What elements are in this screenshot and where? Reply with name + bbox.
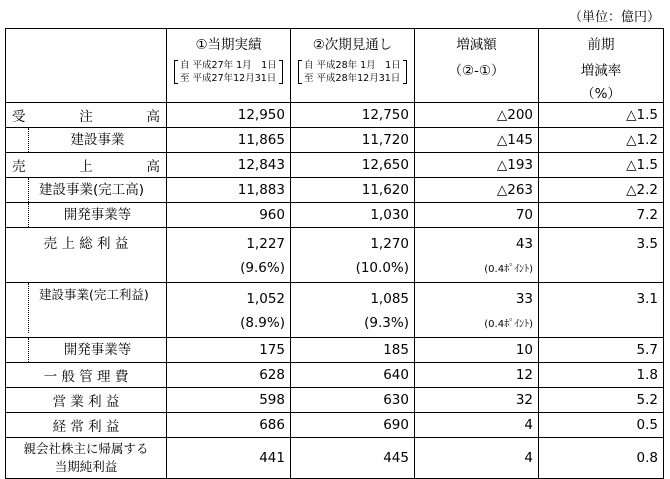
row-gp-development: [6, 338, 664, 363]
cell-value: 960: [167, 203, 291, 228]
cell-value: 0.5: [539, 413, 664, 438]
period-current: 自 平成27年 1月 1日 至 平成27年12月31日: [172, 59, 285, 85]
cell-value: 43 (0.4ﾎﾟｲﾝﾄ): [415, 228, 539, 283]
header-change-amount: 増減額 （②-①）: [415, 29, 539, 103]
header-change-rate: 前期 増減率 （%）: [539, 29, 664, 103]
cell-value: 12,950: [167, 103, 291, 128]
cell-value: 686: [167, 413, 291, 438]
cell-value: 1.8: [539, 363, 664, 388]
cell-value: 0.8: [539, 438, 664, 479]
cell-value: 690: [291, 413, 415, 438]
cell-value: 7.2: [539, 203, 664, 228]
cell-value: 4: [415, 438, 539, 479]
cell-value: △145: [415, 128, 539, 153]
cell-value: 12,750: [291, 103, 415, 128]
cell-value: △193: [415, 153, 539, 178]
cell-value: 185: [291, 338, 415, 363]
cell-value: 33 (0.4ﾎﾟｲﾝﾄ): [415, 283, 539, 338]
cell-value: 4: [415, 413, 539, 438]
period-next: 自 平成28年 1月 1日 至 平成28年12月31日: [296, 59, 409, 85]
label-net-income: 親会社株主に帰属する 当期純利益: [6, 438, 167, 479]
cell-value: 1,270 (10.0%): [291, 228, 415, 283]
row-gp-construction: [6, 283, 664, 338]
cell-value: 3.1: [539, 283, 664, 338]
cell-value: 175: [167, 338, 291, 363]
cell-value: 1,227 (9.6%): [167, 228, 291, 283]
cell-value: 12,650: [291, 153, 415, 178]
cell-value: 445: [291, 438, 415, 479]
cell-value: △200: [415, 103, 539, 128]
row-gross-profit: [6, 228, 664, 283]
label-ordinary: 経 常 利 益: [6, 413, 167, 438]
label-operating: 営 業 利 益: [6, 388, 167, 413]
cell-value: 630: [291, 388, 415, 413]
cell-value: 3.5: [539, 228, 664, 283]
cell-value: 1,085 (9.3%): [291, 283, 415, 338]
label-gross-profit: 売 上 総 利 益: [6, 228, 167, 283]
cell-value: 10: [415, 338, 539, 363]
cell-value: △1.2: [539, 128, 664, 153]
cell-value: △1.5: [539, 103, 664, 128]
header-current-actual: ①当期実績 自 平成27年 1月 1日 至 平成27年12月31日: [167, 29, 291, 103]
row-orders: [6, 103, 664, 128]
row-ordinary: [6, 413, 664, 438]
row-orders-construction: [6, 128, 664, 153]
cell-value: 1,030: [291, 203, 415, 228]
cell-value: 11,620: [291, 178, 415, 203]
cell-value: 32: [415, 388, 539, 413]
cell-value: △1.5: [539, 153, 664, 178]
label-gp-development: 開発事業等: [6, 338, 167, 363]
cell-value: 5.2: [539, 388, 664, 413]
cell-value: 11,720: [291, 128, 415, 153]
label-sales: 売 上 高: [6, 153, 167, 178]
label-sales-development: 開発事業等: [6, 203, 167, 228]
cell-value: 12,843: [167, 153, 291, 178]
row-sga: [6, 363, 664, 388]
label-gp-construction: 建設事業(完工利益): [6, 283, 167, 338]
forecast-table: [5, 28, 664, 479]
cell-value: 11,865: [167, 128, 291, 153]
row-net-income: [6, 438, 664, 479]
header-next-forecast: ②次期見通し 自 平成28年 1月 1日 至 平成28年12月31日: [291, 29, 415, 103]
cell-value: 1,052 (8.9%): [167, 283, 291, 338]
cell-value: 640: [291, 363, 415, 388]
label-sga: 一 般 管 理 費: [6, 363, 167, 388]
row-operating: [6, 388, 664, 413]
cell-value: 5.7: [539, 338, 664, 363]
label-sales-construction: 建設事業(完工高): [6, 178, 167, 203]
row-sales-development: [6, 203, 664, 228]
unit-label: （単位：億円）: [568, 10, 660, 25]
cell-value: △263: [415, 178, 539, 203]
row-sales-construction: [6, 178, 664, 203]
cell-value: 598: [167, 388, 291, 413]
cell-value: 11,883: [167, 178, 291, 203]
header-row: [6, 29, 664, 103]
cell-value: △2.2: [539, 178, 664, 203]
header-blank: [6, 29, 167, 103]
cell-value: 628: [167, 363, 291, 388]
cell-value: 441: [167, 438, 291, 479]
cell-value: 12: [415, 363, 539, 388]
cell-value: 70: [415, 203, 539, 228]
label-orders-construction: 建設事業: [6, 128, 167, 153]
label-orders: 受 注 高: [6, 103, 167, 128]
row-sales: [6, 153, 664, 178]
